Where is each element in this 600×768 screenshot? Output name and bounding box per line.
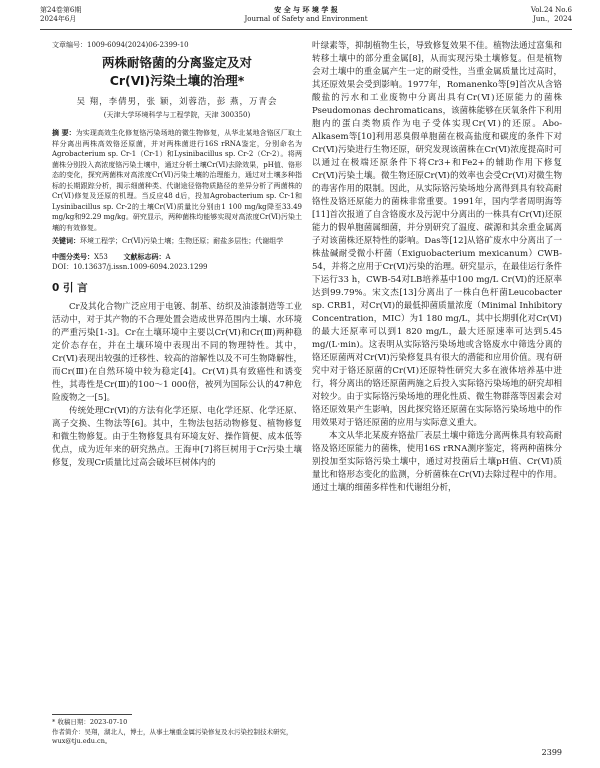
paragraph: Cr及其化合物广泛应用于电镀、制革、纺织及油漆制造等工业活动中，对于其产物的不合理处置会造成世界范围内土壤、水环境的严重污染[1-3]。Cr在土壤环境中主要以Cr(Ⅵ)和Cr(Ⅲ)两种稳定价态存在，并在土壤环境中表现出不同的物理特性。其中，Cr(Ⅵ)表现出较强的迁移性、较高的溶解性以及不可生物降解性，而Cr(Ⅲ)在自然环境中较为稳定[4]。Cr(Ⅵ)具有致癌性和诱变性，其毒性是Cr(Ⅲ)的100～1 000倍，被列为国际公认的47种危险废物之一[5]。 bbox=[52, 301, 302, 403]
header-rule bbox=[40, 29, 572, 30]
left-column bbox=[52, 40, 302, 470]
author-bio: 作者简介：吴翔，湖北人，博士，从事土壤重金属污染修复及水污染控制技术研究，wux@tju.edu.cn。 bbox=[52, 727, 293, 745]
footnote-rule bbox=[52, 714, 132, 715]
footnote bbox=[52, 714, 302, 747]
date-en: Jun.，2024 bbox=[533, 15, 572, 23]
volume-issue: 第24卷第6期 bbox=[40, 6, 82, 14]
clc-label: 中图分类号： bbox=[52, 252, 94, 261]
affiliation: (天津大学环境科学与工程学院，天津 300350) bbox=[103, 111, 251, 119]
abstract bbox=[52, 128, 302, 233]
article-title bbox=[52, 54, 302, 90]
journal-name-en: Journal of Safety and Environment bbox=[244, 15, 368, 23]
doc-code-label: 文献标志码： bbox=[123, 252, 166, 261]
article-number: 文章编号：1009-6094(2024)06-2399-10 bbox=[52, 41, 189, 49]
abstract-text: 为实现高效生化修复铬污染场地的微生物修复，从华北某地含铬区厂取土样分离出两株高效铬还原菌，并对两株菌进行16S rRNA鉴定，分别命名为Agrobacterium sp. Cr-1（Cr-1）和Lysinibacillus sp. Cr-2（Cr-2）。将两菌株分别投入高浓度铬污染土壤中，通过分析土壤Cr(Ⅵ)去除效果，pH值、铬形态的变化，探究两菌株对高浓度Cr(Ⅵ)污染土壤的治理能力，通过对土壤多种指标的长期跟踪分析，揭示细菌种类、代谢途径铬物质路径的差异分析了两菌株的Cr(Ⅵ)修复及还原的机理。当反应48 d后，投加Agrobacterium sp. Cr-1和Lysinibacillus sp. Cr-2的土壤Cr(Ⅵ)质量比分别由1 100 mg/kg降至33.49 mg/kg和92.29 mg/kg。研究显示，两种菌株均能够实现对高浓度Cr(Ⅵ)污染土壤的有效修复。 bbox=[52, 129, 303, 232]
title-line-1: 两株耐铬菌的分离鉴定及对 bbox=[101, 55, 252, 70]
doc-code-value: A bbox=[165, 252, 171, 261]
title-line-2: Cr(Ⅵ)污染土壤的治理* bbox=[109, 73, 245, 88]
section-heading: 0 引 言 bbox=[52, 281, 88, 294]
vol-no-en: Vol.24 No.6 bbox=[530, 6, 572, 14]
clc-value: X53 bbox=[94, 252, 108, 261]
page-number: 2399 bbox=[541, 748, 562, 757]
paragraph: 传统处理Cr(Ⅵ)的方法有化学还原、电化学还原、化学还原、离子交换、生物法等[6]。其中，生物法包括动物修复、植物修复和微生物修复。由于生物修复具有环境友好、操作简便、成本低等优点，成为近年来的研究热点。王海申[7]将巨树用于Cr污染土壤修复，发现Cr质量比过高会破坏巨树体内的 bbox=[52, 405, 302, 468]
keywords-label: 关键词： bbox=[52, 237, 80, 245]
journal-name-cn: 安 全 与 环 境 学 报 bbox=[274, 6, 338, 14]
running-header bbox=[40, 6, 572, 28]
header-right bbox=[531, 6, 572, 24]
issue-date: 2024年6月 bbox=[40, 15, 77, 23]
keywords bbox=[52, 236, 302, 247]
classification bbox=[52, 252, 302, 263]
doi[interactable]: DOI：10.13637/j.issn.1009-6094.2023.1299 bbox=[52, 263, 208, 271]
paragraph: 本文从华北某废弃铬盐厂表层土壤中筛选分离两株具有较高耐铬及铬还原能力的菌株，使用16S rRNA测序鉴定，将两种菌株分别投加至实际铬污染土壤中，通过对投菌后土壤pH值、Cr(Ⅵ)质量比和铬形态变化的监测，分析菌株在Cr(Ⅵ)去除过程中的作用。通过土壤的细菌多样性和代谢组分析， bbox=[312, 431, 562, 493]
header-center bbox=[40, 6, 572, 24]
keywords-text: 环境工程学；Cr(Ⅵ)污染土壤；生物还原；耐盐多层性；代谢组学 bbox=[80, 237, 284, 245]
right-column bbox=[312, 40, 562, 495]
author-list: 吴 翔，李倩男，张 颖，刘蓉浩，彭 燕，万青会 bbox=[76, 97, 278, 107]
paragraph: 叶绿素等，抑制植物生长，导致修复效果不佳。植物法通过富集和转移土壤中的部分重金属[8]，从而实现污染土壤修复。但是植物会对土壤中的重金属产生一定的耐受性，当重金属质量比过高时，其还原效果会受到影响。1977年，Romanenko等[9]首次从含铬酸盐的污水和工业废物中分离出具有Cr(Ⅵ)还原能力的菌株Pseudomonas dechromaticans，该菌株能够在厌氧条件下利用胞内的蛋白类物质作为电子受体实现Cr(Ⅵ)的还原。Abo-Alkasem等[10]利用恶臭假单胞菌在极高盐度和碳度的条件下对Cr(Ⅵ)污染进行生物还原，研究发现该菌株在Cr(Ⅵ)浓度提高时可以通过在极端还原条件下将Cr3+和Fe2+的辅助作用下修复Cr(Ⅵ)污染土壤。微生物还原Cr(Ⅵ)的效率也会受Cr(Ⅵ)对微生物的毒害作用的限制。因此，从实际铬污染场地分离得到具有较高耐铬性及铬还原能力的菌株非常重要。1991年，国内学者周明海等[11]首次报道了自含铬废水及污泥中分离出的一株具有Cr(Ⅵ)还原能力的假单胞菌属细菌，并分别研究了温度、碳源和其余重金属离子对该菌株还原特性的影响。Das等[12]从铬矿废水中分离出了一株盐碱耐受微小杆菌（Exiguobacterium mexicanum）CWB-54，并将之应用于Cr(Ⅵ)污染的治理。研究显示，在最佳运行条件下运行33 h，CWB-54对LB培养基中100 mg/L Cr(Ⅵ)的还原率达到99.79%。宋文杰[13]分离出了一株白色杆菌Leucobacter sp. CRB1，对Cr(Ⅵ)的最低抑菌质量浓度（Minimal Inhibitory Concentration，MIC）为1 180 mg/L，其中长期驯化对Cr(Ⅵ)的最大还原率可以到1 820 mg/L，最大还原速率可达到5.45 mg/(L·min)。这表明从实际铬污染场地或含铬废水中筛选分离的铬还原菌两对Cr(Ⅵ)污染修复具有很大的潜能和应用价值。现有研究中对于铬还原菌的Cr(Ⅵ)还原特性研究大多在液体培养基中进行，将分离出的铬还原菌两施之后投入实际铬污染场地的研究却相对较少。由于实际铬污染场地的理化性质、微生物群落等因素会对铬还原效果产生影响，因此探究铬还原菌在实际铬污染场地中的作用效果对于铬还原菌的应用与实际意义重大。 bbox=[312, 41, 562, 428]
abstract-label: 摘 要： bbox=[52, 129, 76, 137]
received-date: * 收稿日期：2023-07-10 bbox=[52, 718, 128, 726]
